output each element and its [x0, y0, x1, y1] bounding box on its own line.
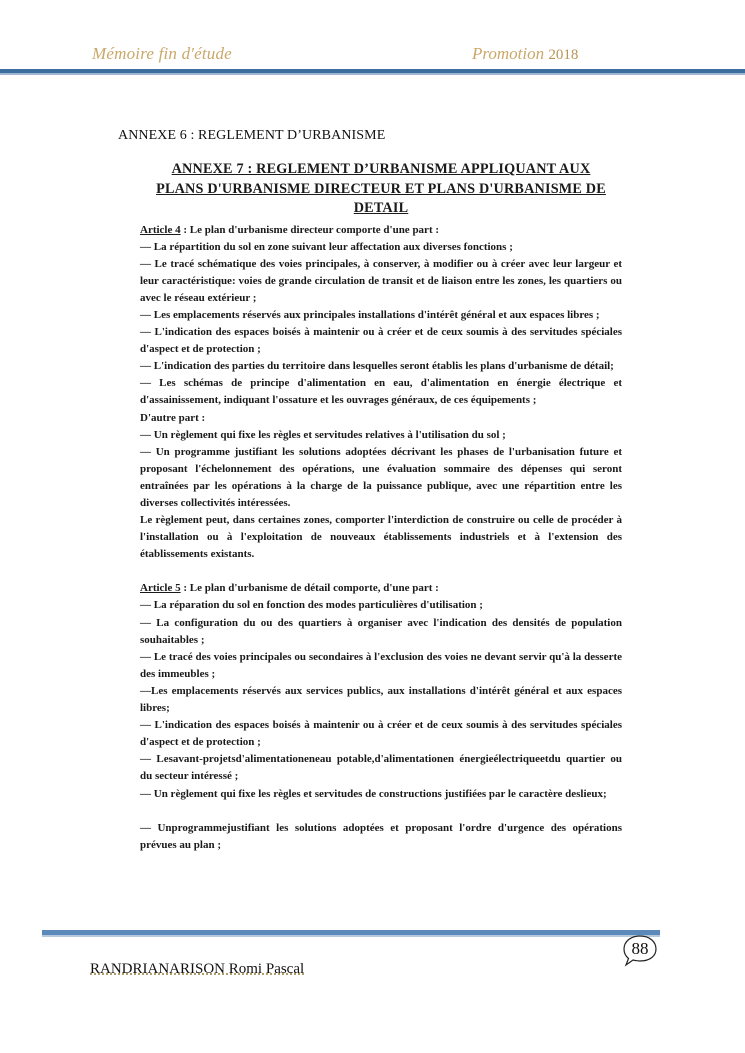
article-5-last-item: — Unprogrammejustifiant les solutions adoptées et proposant l'ordre d'urgence des opérations prévues au plan ; [140, 821, 622, 851]
article-4-item: Le règlement peut, dans certaines zones, comporter l'interdiction de construire ou celle de procéder à l'installation ou à l'exploitation de nouveaux établissements industriels et à l'extension des établissements existants. [140, 514, 622, 561]
article-4-item: — L'indication des parties du territoire dans lesquelles seront établis les plans d'urbanisme de détail; [140, 360, 614, 373]
header-rule [0, 69, 745, 73]
scan-title-line: PLANS D'URBANISME DIRECTEUR ET PLANS D'URBANISME DE [156, 180, 606, 197]
article-5-item: — Lesavant-projetsd'alimentationeneau potable,d'alimentationen énergieélectriqueetdu quartier ou du secteur intéressé ; [140, 753, 622, 783]
header-memoire-title: Mémoire fin d'étude [92, 44, 232, 63]
article-5-item: —Les emplacements réservés aux services publics, aux installations d'intérêt général et aux espaces libres; [140, 684, 622, 715]
article-4-item: — Les emplacements réservés aux principales installations d'intérêt général et aux espaces libres ; [140, 308, 600, 321]
scan-title [140, 160, 622, 219]
header-promotion [472, 44, 578, 64]
page-number: 88 [631, 939, 649, 958]
spacer [140, 803, 622, 820]
article-4-item: — Un programme justifiant les solutions adoptées décrivant les phases de l'urbanisation future et proposant l'échelonnement des opérations, une évaluation sommaire des dépenses qui seront entraînées par les opérations à la charge de la puissance publique, avec une répartition entre les diverses collectivités intéressées. [140, 445, 622, 509]
scan-title-line: ANNEXE 7 : REGLEMENT D’URBANISME APPLIQUANT AUX [171, 161, 591, 177]
article-4-intro: Article 4 : Le plan d'urbanisme directeur comporte d'une part : [140, 223, 440, 236]
article-5-item: — L'indication des espaces boisés à maintenir ou à créer et de ceux soumis à des servitudes spéciales d'aspect et de protection ; [140, 719, 622, 749]
scanned-regulation-excerpt [140, 160, 622, 854]
footer-rule [42, 930, 660, 935]
article-4-label: Article 4 [140, 223, 181, 236]
spacer [140, 563, 622, 580]
article-5-item: — La configuration du ou des quartiers à organiser avec l'indication des densités de population souhaitables ; [140, 616, 622, 646]
article-4-item: — La répartition du sol en zone suivant leur affectation aux diverses fonctions ; [140, 240, 513, 253]
article-4-item: — Les schémas de principe d'alimentation en eau, d'alimentation en énergie électrique et d'assainissement, indiquant l'ossature et les ouvrages généraux, de ces équipements ; [140, 377, 622, 407]
header-promotion-year: 2018 [548, 47, 579, 63]
article-4-item: — L'indication des espaces boisés à maintenir ou à créer et de ceux soumis à des servitudes spéciales d'aspect et de protection ; [140, 326, 622, 356]
article-5-item: — Un règlement qui fixe les règles et servitudes de constructions justifiées par le caractère deslieux; [140, 787, 607, 800]
article-5-label: Article 5 [140, 582, 181, 595]
article-5-item: — Le tracé des voies principales ou secondaires à l'exclusion des voies ne devant servir qu'à la desserte des immeubles ; [140, 650, 622, 680]
article-5-item: — La réparation du sol en fonction des modes particulières d'utilisation ; [140, 599, 483, 612]
scan-title-line: DETAIL [353, 200, 409, 216]
article-4-item: — Un règlement qui fixe les règles et servitudes relatives à l'utilisation du sol ; [140, 428, 506, 441]
page-number-badge [622, 934, 658, 968]
article-5-intro: Article 5 : Le plan d'urbanisme de détail comporte, d'une part : [140, 582, 439, 595]
article-4-item: — Le tracé schématique des voies principales, à conserver, à modifier ou à créer avec leur largeur et leur caractéristique: voies de grande circulation de transit et de liaison entre les zones, les quartiers ou avec le réseau extérieur ; [140, 257, 622, 304]
article-4-item: D'autre part : [140, 411, 206, 424]
header-promotion-label: Promotion [472, 44, 545, 63]
annex-title: ANNEXE 6 : REGLEMENT D’URBANISME [118, 128, 386, 143]
author-name: RANDRIANARISON Romi Pascal [90, 961, 305, 977]
